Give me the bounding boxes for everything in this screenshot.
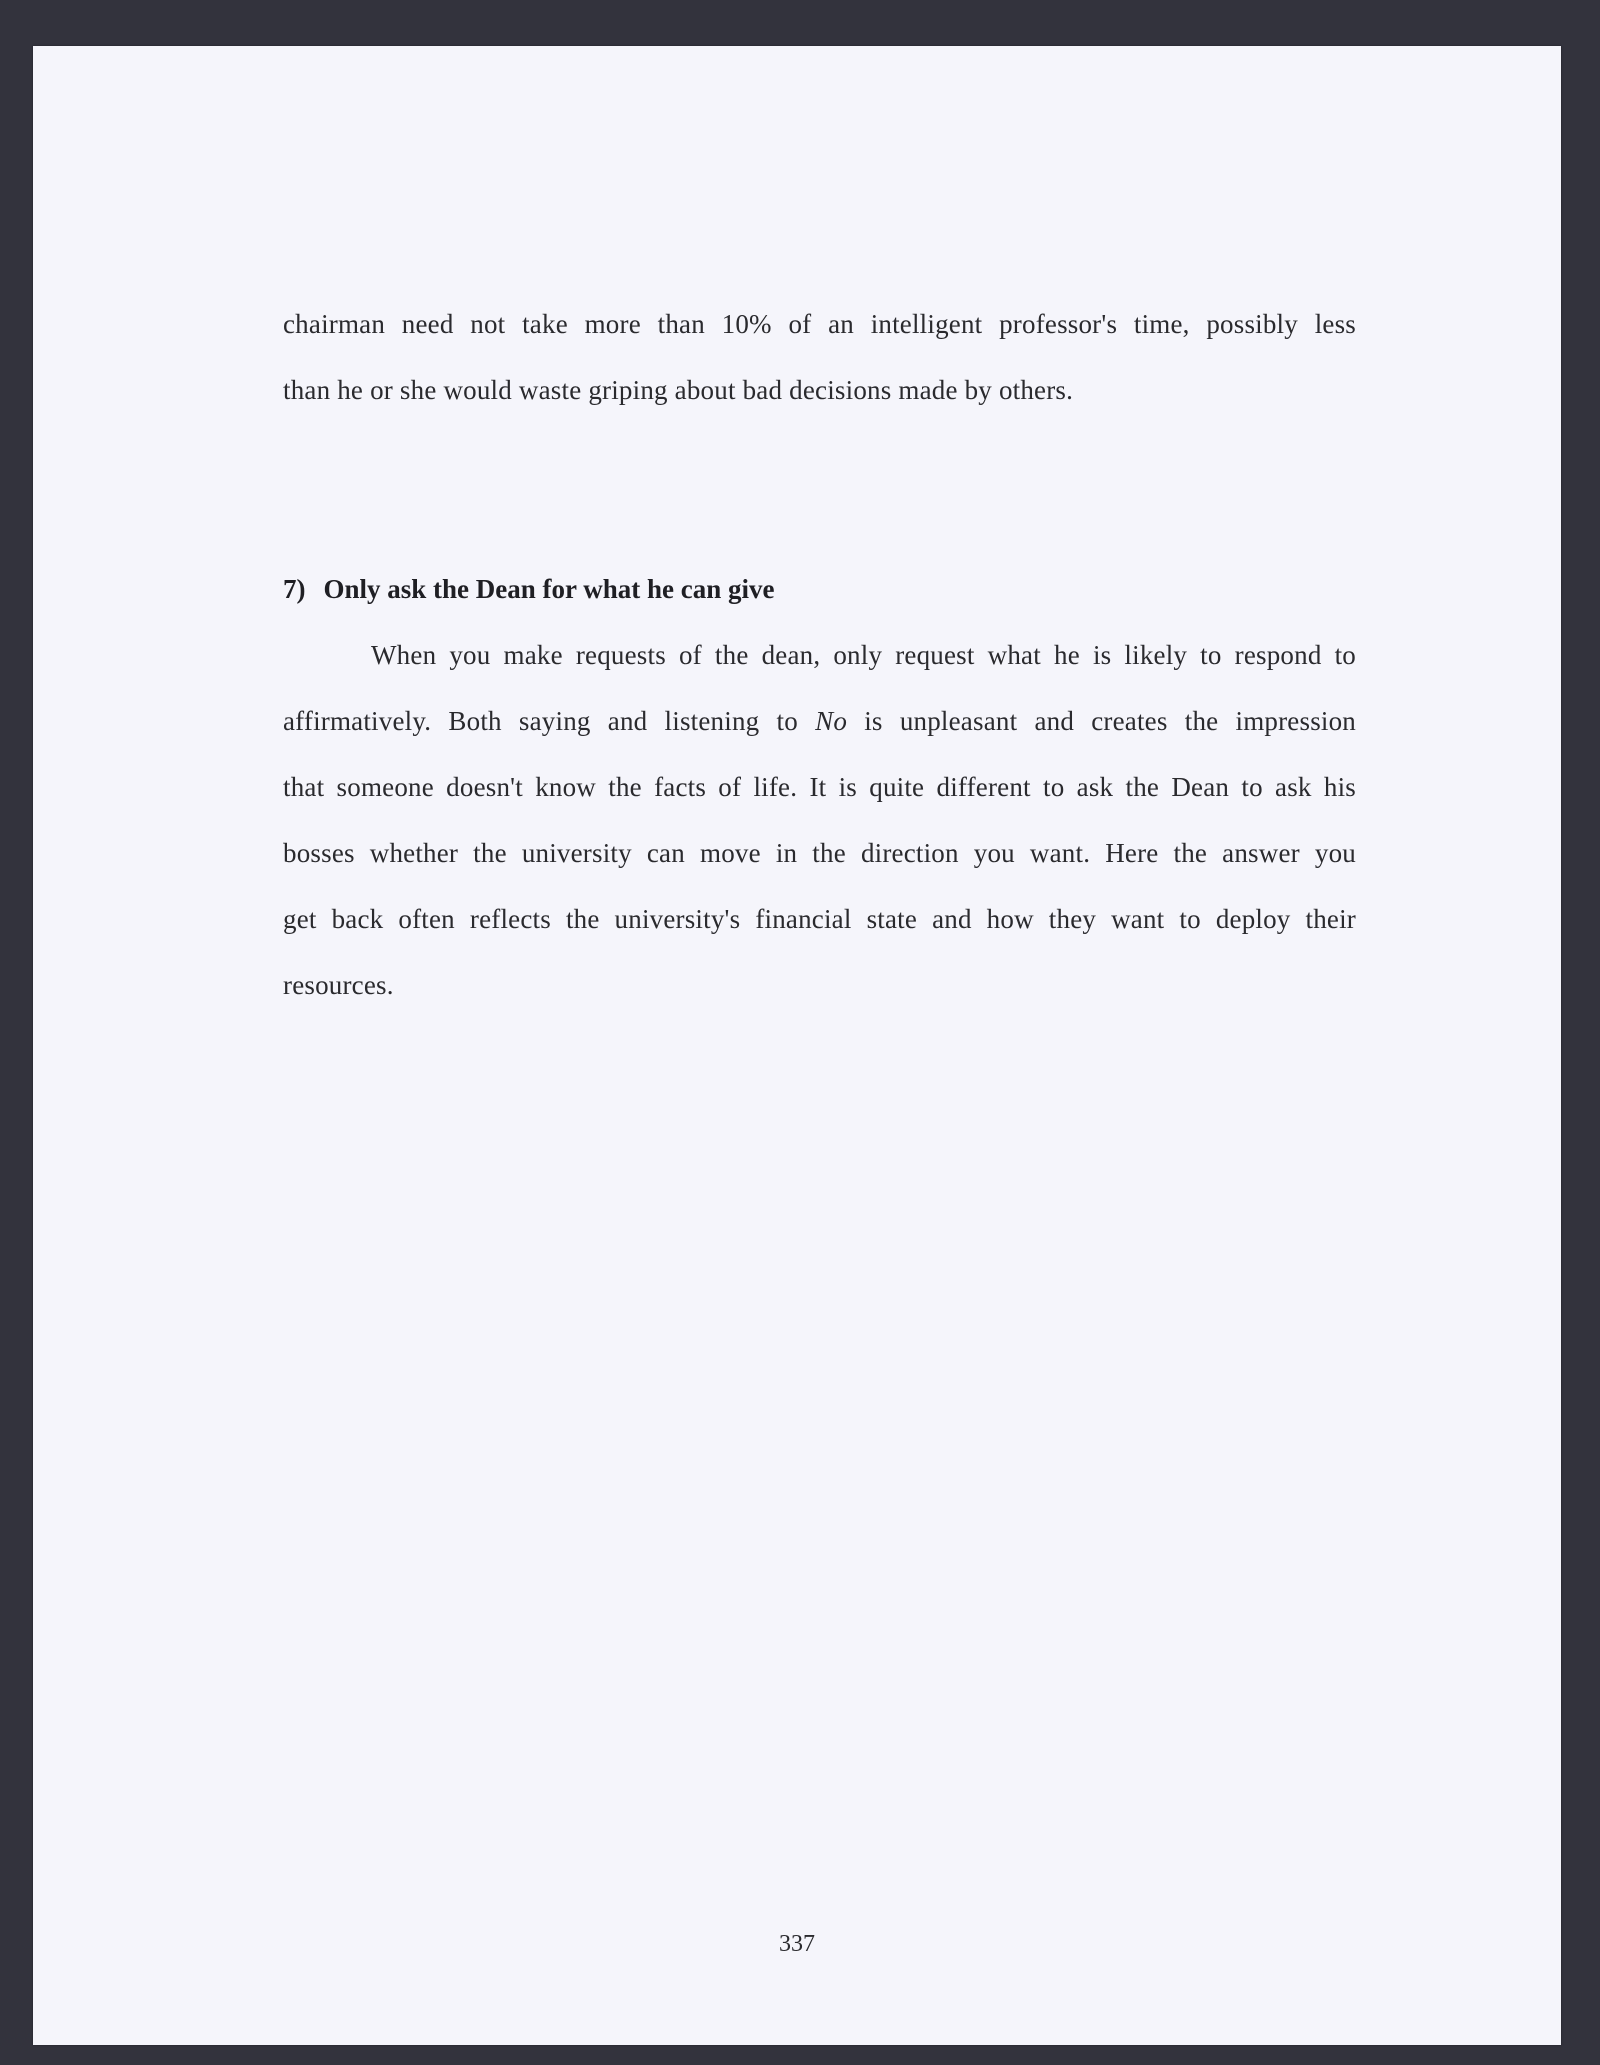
emphasized-text: No	[815, 706, 848, 736]
paragraph-continued	[283, 291, 1356, 423]
section-title: Only ask the Dean for what he can give	[323, 574, 775, 604]
text-line: When you make requests of the dean, only request what he is likely to respond to	[371, 640, 1356, 670]
text-line	[283, 688, 1356, 754]
text-line: bosses whether the university can move in the direction you want. Here the answer you	[283, 838, 1356, 868]
text-segment: affirmatively. Both saying and listening to	[283, 706, 816, 736]
document-page	[33, 46, 1561, 2045]
paragraph	[283, 622, 1356, 1018]
text-line: chairman need not take more than 10% of an intelligent professor's time, possibly less	[283, 309, 1356, 339]
section-number: 7)	[283, 574, 306, 604]
text-line: than he or she would waste griping about bad decisions made by others.	[283, 375, 1074, 405]
text-line: that someone doesn't know the facts of life. It is quite different to ask the Dean to ask his	[283, 772, 1356, 802]
section-heading	[283, 556, 775, 622]
text-segment: is unpleasant and creates the impression	[847, 706, 1356, 736]
text-line: get back often reflects the university's financial state and how they want to deploy their	[283, 904, 1356, 934]
text-line: resources.	[283, 970, 394, 1000]
page-number: 337	[779, 1931, 815, 1957]
